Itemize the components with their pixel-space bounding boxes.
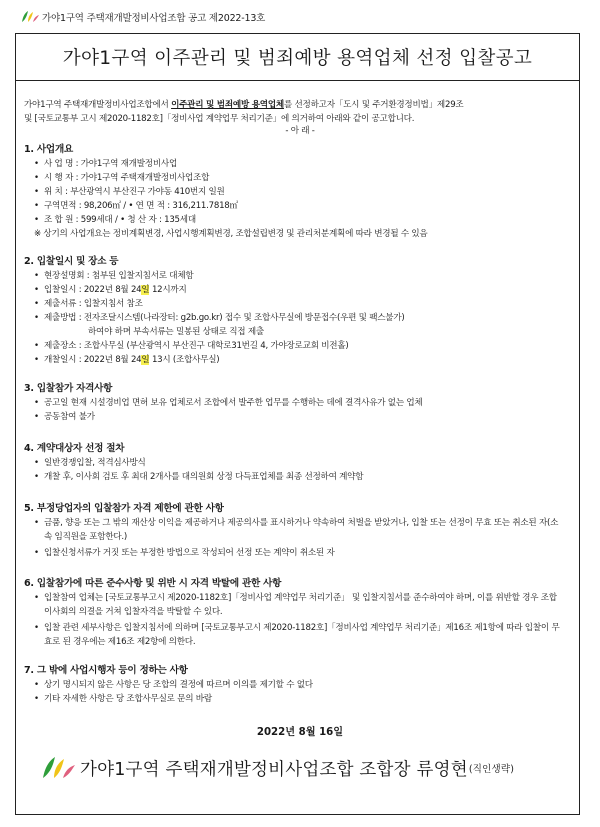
list-item: • 기타 자세한 사항은 당 조합사무실로 문의 바람	[34, 692, 580, 706]
highlight: 일	[141, 355, 150, 365]
signature-line	[40, 752, 514, 784]
section-compliance	[24, 576, 580, 649]
note: ※ 상기의 사업개요는 정비계획변경, 사업시행계획변경, 조합설립변경 및 관리처분계획에 따라 변경될 수 있음	[34, 229, 428, 239]
opening-text: 13시 (조합사무실)	[149, 355, 220, 365]
intro-text: 가야1구역 주택재개발정비사업조합에서	[24, 100, 172, 110]
intro-line-2: 및 [국토교통부 고시 제2020-1182호]「정비사업 계약업무 처리기준」에 의거하여 아래와 같이 공고합니다.	[24, 114, 415, 124]
notice-number: 가야1구역 주택재개발정비사업조합 공고 제2022-13호	[42, 13, 266, 24]
section-business-overview	[24, 142, 580, 241]
list-item: • 조 합 원 : 599세대 / • 청 산 자 : 135세대	[34, 213, 580, 227]
list-item-continued: 하여야 하며 부속서류는 밀봉된 상태로 직접 제출	[88, 327, 264, 337]
list-item: • 금품, 향응 또는 그 밖의 재산상 이익을 제공하거나 제공의사를 표시하거나 약속하여 처벌을 받았거나, 입찰 또는 선정이 무효 또는 취소된 자(소속 임직원을 포함한다.)	[24, 516, 564, 544]
section-title: 3. 입찰참가 자격사항	[24, 383, 113, 394]
list-item: • 입찰신청서류가 거짓 또는 부정한 방법으로 작성되어 선정 또는 계약이 취소된 자	[24, 546, 564, 560]
intro-emphasis: 이주관리 및 범죄예방 용역업체	[171, 100, 284, 110]
section-title: 4. 계약대상자 선정 절차	[24, 443, 125, 454]
intro-paragraph	[24, 98, 576, 138]
list-item: • 일반경쟁입찰, 적격심사방식	[34, 456, 580, 470]
section-title: 5. 부정당업자의 입찰참가 자격 제한에 관한 사항	[24, 503, 224, 514]
highlight: 일	[141, 285, 150, 295]
list-item: • 입찰참여 업체는 [국토교통부고시 제2020-1182호]「정비사업 계약업무 처리기준」 및 입찰지침서를 준수하여야 하며, 이를 위반할 경우 조합 이사회의 의결을 거쳐 입찰자격을 박탈할 수 있다.	[24, 591, 564, 619]
section-title: 2. 입찰일시 및 장소 등	[24, 256, 119, 267]
seal-omitted-note: (직인생략)	[468, 764, 515, 775]
intro-below: - 아 래 -	[285, 126, 315, 136]
deadline-text: 12시까지	[149, 285, 187, 295]
section-title: 6. 입찰참가에 따른 준수사항 및 위반 시 자격 박탈에 관한 사항	[24, 578, 282, 589]
section-disqualified-bidders	[24, 501, 580, 560]
opening-text: 개찰일시 : 2022년 8월 24	[44, 355, 142, 365]
list-item: • 현장설명회 : 첨부된 입찰지침서로 대체함	[34, 269, 580, 283]
list-item: • 상기 명시되지 않은 사항은 당 조합의 결정에 따르며 이의를 제기할 수 없다	[34, 678, 580, 692]
deadline-text: 입찰일시 : 2022년 8월 24	[44, 285, 142, 295]
intro-line-1	[24, 98, 576, 112]
title-box	[15, 34, 580, 81]
list-item: • 시 행 자 : 가야1구역 주택재개발정비사업조합	[34, 171, 580, 185]
section-title: 7. 그 밖에 사업시행자 등이 정하는 사항	[24, 665, 188, 676]
issuer: 가야1구역 주택재개발정비사업조합 조합장 류영현	[80, 759, 468, 780]
list-item: • 구역면적 : 98,206㎡ / • 연 면 적 : 316,211.7818㎡	[34, 199, 580, 213]
section-other-matters	[24, 663, 580, 706]
list-item: • 입찰 관련 세부사항은 입찰지침서에 의하며 [국토교통부고시 제2020-1182호]「정비사업 계약업무 처리기준」제16조 제1항에 따라 입찰이 무효로 된 경우에는 제16조 제2항에 의한다.	[24, 621, 564, 649]
list-item: • 공동참여 불가	[34, 410, 580, 424]
section-bid-schedule	[24, 254, 580, 367]
section-qualification	[24, 381, 580, 424]
announcement-date: 2022년 8월 16일	[256, 727, 344, 738]
section-selection-procedure	[24, 441, 580, 484]
list-item: • 공고일 현재 시설경비업 면허 보유 업체로서 조합에서 발주한 업무를 수행하는 데에 결격사유가 없는 업체	[34, 396, 580, 410]
list-item: • 제출장소 : 조합사무실 (부산광역시 부산진구 대학로31번길 4, 가야장로교회 비전홀)	[34, 339, 580, 353]
list-item: • 제출방법 : 전자조달시스템(나라장터: g2b.go.kr) 접수 및 조합사무실에 방문접수(우편 및 팩스불가)	[34, 311, 580, 325]
opening-time	[34, 353, 580, 367]
list-item: • 위 치 : 부산광역시 부산진구 가야동 410번지 일원	[34, 185, 580, 199]
section-title: 1. 사업개요	[24, 144, 73, 155]
gaya-leaf-logo-icon	[40, 755, 76, 781]
list-item: • 사 업 명 : 가야1구역 재개발정비사업	[34, 157, 580, 171]
intro-text: 를 선정하고자「도시 및 주거환경정비법」제29조	[283, 100, 464, 110]
bid-deadline	[34, 283, 580, 297]
list-item: • 개찰 후, 이사회 검토 후 최대 2개사를 대의원회 상정 다득표업체를 최종 선정하여 계약함	[34, 470, 580, 484]
gaya-leaf-logo-icon	[20, 10, 40, 24]
list-item: • 제출서류 : 입찰지침서 참조	[34, 297, 580, 311]
notice-header	[20, 7, 265, 27]
page-title: 가야1구역 이주관리 및 범죄예방 용역업체 선정 입찰공고	[62, 48, 533, 69]
